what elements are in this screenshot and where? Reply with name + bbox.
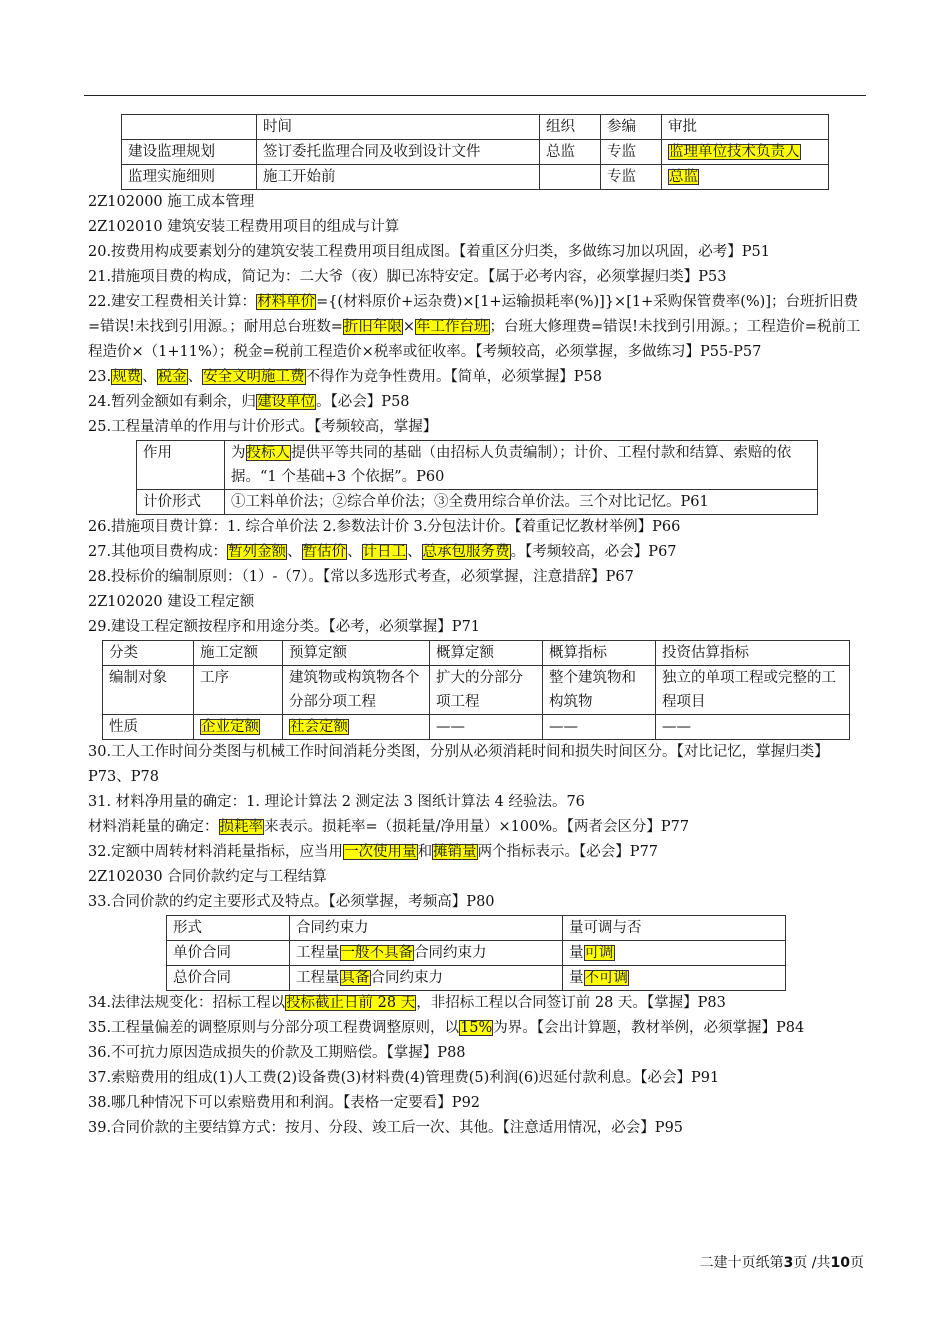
table-cell: 参编 [601,115,662,140]
highlighted-text: 损耗率 [219,819,263,835]
table-row [137,441,818,490]
note-line [88,540,870,565]
header-rule [84,95,866,96]
table-cell: —— [430,715,543,740]
highlighted-text: 监理单位技术负责人 [669,144,800,160]
table-cell: 总监 [540,140,601,165]
text-run: 合同约束力 [414,945,487,961]
table-cell: ①工料单价法；②综合单价法；③全费用综合单价法。三个对比记忆。P61 [225,490,818,515]
highlighted-text: 计日工 [362,544,407,560]
contract-type-table [166,915,786,991]
text-run: 24.暂列金额如有剩余，归 [88,394,257,410]
highlighted-text: 企业定额 [201,719,259,735]
table-cell: 形式 [167,916,290,941]
text-run: 量 [569,970,584,986]
highlighted-text: 投标截止日前 28 天 [286,995,416,1011]
text-run: 不得作为竞争性费用。【简单，必须掌握】P58 [305,369,603,385]
table-cell: 扩大的分部分项工程 [430,666,543,715]
table-cell: 签订委托监理合同及收到设计文件 [257,140,540,165]
page-total: 10 [830,1255,850,1271]
highlighted-text: 具备 [340,970,370,986]
table-cell: 审批 [662,115,829,140]
note-line: 30.工人工作时间分类图与机械工作时间消耗分类图，分别从必须消耗时间和损失时间区分。【对比记忆，掌握归类】P73、P78 [88,744,829,785]
table-cell: 组织 [540,115,601,140]
table-cell [194,715,283,740]
text-run: 、 [407,544,422,560]
text-run: 。【考频较高，必会】P67 [510,544,677,560]
footer-text: 页 [850,1255,864,1271]
table-cell [662,140,829,165]
note-line: 21.措施项目费的构成，简记为：二大爷（夜）脚已冻特安定。【属于必考内容，必须掌握归类】P53 [88,269,727,285]
page-footer [700,1252,864,1272]
text-run: 、 [187,369,203,385]
text-run: 量 [569,945,584,961]
text-run: 材料消耗量的确定： [88,819,219,835]
table-cell: 工序 [194,666,283,715]
text-run: 32.定额中周转材料消耗量指标，应当用 [88,844,344,860]
highlighted-text: 税金 [157,369,187,385]
highlighted-text: 规费 [112,369,142,385]
table-cell: 作用 [137,441,225,490]
text-run: 提供平等共同的基础（由招标人负责编制）；计价、工程付款和结算、索赔的依据。“1 个基础+3 个依据”。P60 [231,445,792,485]
table-cell [540,165,601,190]
highlighted-text: 总承包服务费 [422,544,510,560]
table-row [137,490,818,515]
text-run: 34.法律法规变化：招标工程以 [88,995,286,1011]
table-cell: 建筑物或构筑物各个分部分项工程 [283,666,430,715]
note-line: 37.索赔费用的组成(1)人工费(2)设备费(3)材料费(4)管理费(5)利润(6)迟延付款利息。【必会】P91 [88,1070,720,1086]
highlighted-text: 安全文明施工费 [203,369,305,385]
note-line [88,365,870,390]
text-run: 。【必会】P58 [316,394,410,410]
text-run: 22.建安工程费相关计算： [88,294,257,310]
table-cell [122,115,257,140]
table-cell: 投资估算指标 [656,641,850,666]
footer-text: 页 /共 [793,1255,831,1271]
highlighted-text: 暂列金额 [228,544,287,560]
quota-classification-table [102,640,850,740]
table-cell: 计价形式 [137,490,225,515]
table-cell: 单价合同 [167,941,290,966]
table-cell: 总价合同 [167,966,290,991]
text-run: × [402,319,416,335]
table-cell [563,966,786,991]
highlighted-text: 建设单位 [257,394,316,410]
highlighted-text: 折旧年限 [343,319,402,335]
section-heading: 2Z102000 施工成本管理 [88,194,255,210]
text-run: 为 [231,445,246,461]
table-row [167,916,786,941]
note-line: 36.不可抗力原因造成损失的价款及工期赔偿。【掌握】P88 [88,1045,466,1061]
highlighted-text: 投标人 [246,445,290,461]
highlighted-text: 一次使用量 [344,844,417,860]
text-run: 来表示。损耗率=（损耗量/净用量）×100%。【两者会区分】P77 [264,819,690,835]
page-number: 3 [783,1255,794,1271]
text-run: ，非招标工程以合同签订前 28 天。【掌握】P83 [416,995,726,1011]
page-content [88,114,870,1141]
footer-text: 二建十页纸第 [699,1255,784,1271]
table-cell: 预算定额 [283,641,430,666]
section-heading: 2Z102010 建筑安装工程费用项目的组成与计算 [88,219,400,235]
table-cell: 建设监理规划 [122,140,257,165]
text-run: 工程量 [296,945,340,961]
table-row [103,715,850,740]
text-run: 、 [347,544,362,560]
table-cell: 合同约束力 [290,916,563,941]
table-cell [290,941,563,966]
text-run: 和 [417,844,433,860]
note-line: 26.措施项目费计算：1. 综合单价法 2.参数法计价 3.分包法计价。【着重记忆教材举例】P66 [88,519,681,535]
text-run: 23. [88,369,112,385]
section-heading: 2Z102030 合同价款约定与工程结算 [88,869,327,885]
note-line: 31. 材料净用量的确定：1. 理论计算法 2 测定法 3 图纸计算法 4 经验法。76 [88,794,585,810]
table-cell: 量可调与否 [563,916,786,941]
note-line [88,1016,870,1041]
note-line [88,290,870,365]
text-run: 、 [287,544,302,560]
table-cell [563,941,786,966]
text-run: 、 [142,369,157,385]
note-line [88,390,870,415]
text-run: 工程量 [296,970,340,986]
text-run: 两个指标表示。【必会】P77 [477,844,659,860]
table-cell: 专监 [601,165,662,190]
table-cell [662,165,829,190]
table-cell: 施工定额 [194,641,283,666]
table-cell: 施工开始前 [257,165,540,190]
text-run: 27.其他项目费构成： [88,544,228,560]
note-line: 25.工程量清单的作用与计价形式。【考频较高，掌握】 [88,419,438,435]
highlighted-text: 可调 [584,945,614,961]
table-cell: 概算指标 [543,641,656,666]
table-cell: 概算定额 [430,641,543,666]
highlighted-text: 社会定额 [290,719,348,735]
table-row [122,115,829,140]
text-run: 合同约束力 [370,970,443,986]
table-cell [225,441,818,490]
note-line: 38.哪几种情况下可以索赔费用和利润。【表格一定要看】P92 [88,1095,481,1111]
text-run: ；台班大修理费=错误!未找到引用源。；工程造价=税前工程造价×（1+11%）；税金=税前工程造价×税率或征收率。【考频较高，必须掌握，多做练习】P55-P57 [88,319,861,360]
note-line: 20.按费用构成要素划分的建筑安装工程费用项目组成图。【着重区分归类，多做练习加以巩固，必考】P51 [88,244,771,260]
note-line: 28.投标价的编制原则：（1）-（7）。【常以多选形式考查，必须掌握，注意措辞】P67 [88,569,634,585]
text-run: 为界。【会出计算题，教材举例，必须掌握】P84 [493,1020,805,1036]
table-cell: 分类 [103,641,194,666]
note-line: 29.建设工程定额按程序和用途分类。【必考，必须掌握】P71 [88,619,481,635]
note-line [88,815,870,840]
table-row [103,666,850,715]
highlighted-text: 材料单价 [257,294,316,310]
supervision-table [121,114,829,190]
table-cell: —— [656,715,850,740]
table-cell: 整个建筑物和构筑物 [543,666,656,715]
table-cell: 专监 [601,140,662,165]
note-line: 33.合同价款的约定主要形式及特点。【必须掌握，考频高】P80 [88,894,495,910]
table-row [167,941,786,966]
highlighted-text: 不可调 [584,970,628,986]
note-line: 39.合同价款的主要结算方式：按月、分段、竣工后一次、其他。【注意适用情况，必会】P95 [88,1120,684,1136]
bill-of-quantities-table [136,440,818,515]
table-row [122,140,829,165]
table-cell: 监理实施细则 [122,165,257,190]
table-row [122,165,829,190]
table-cell: 性质 [103,715,194,740]
text-run: ={(材料原价+运杂费)×[1+运输损耗率(%)]}×[1+采购保管费率(%)]；台班折旧费=错误!未找到引用源。；耐用总台班数= [88,294,858,335]
note-line [88,991,870,1016]
section-heading: 2Z102020 建设工程定额 [88,594,255,610]
highlighted-text: 暂估价 [302,544,347,560]
table-row [167,966,786,991]
table-cell [283,715,430,740]
table-cell [290,966,563,991]
table-row [103,641,850,666]
highlighted-text: 总监 [669,169,698,185]
note-line [88,840,870,865]
table-cell: 编制对象 [103,666,194,715]
highlighted-text: 一般不具备 [340,945,413,961]
highlighted-text: 摊销量 [433,844,477,860]
text-run: 35.工程量偏差的调整原则与分部分项工程费调整原则，以 [88,1020,460,1036]
highlighted-text: 年工作台班 [416,319,489,335]
table-cell: 独立的单项工程或完整的工程项目 [656,666,850,715]
table-cell: —— [543,715,656,740]
table-cell: 时间 [257,115,540,140]
highlighted-text: 15% [460,1020,493,1036]
